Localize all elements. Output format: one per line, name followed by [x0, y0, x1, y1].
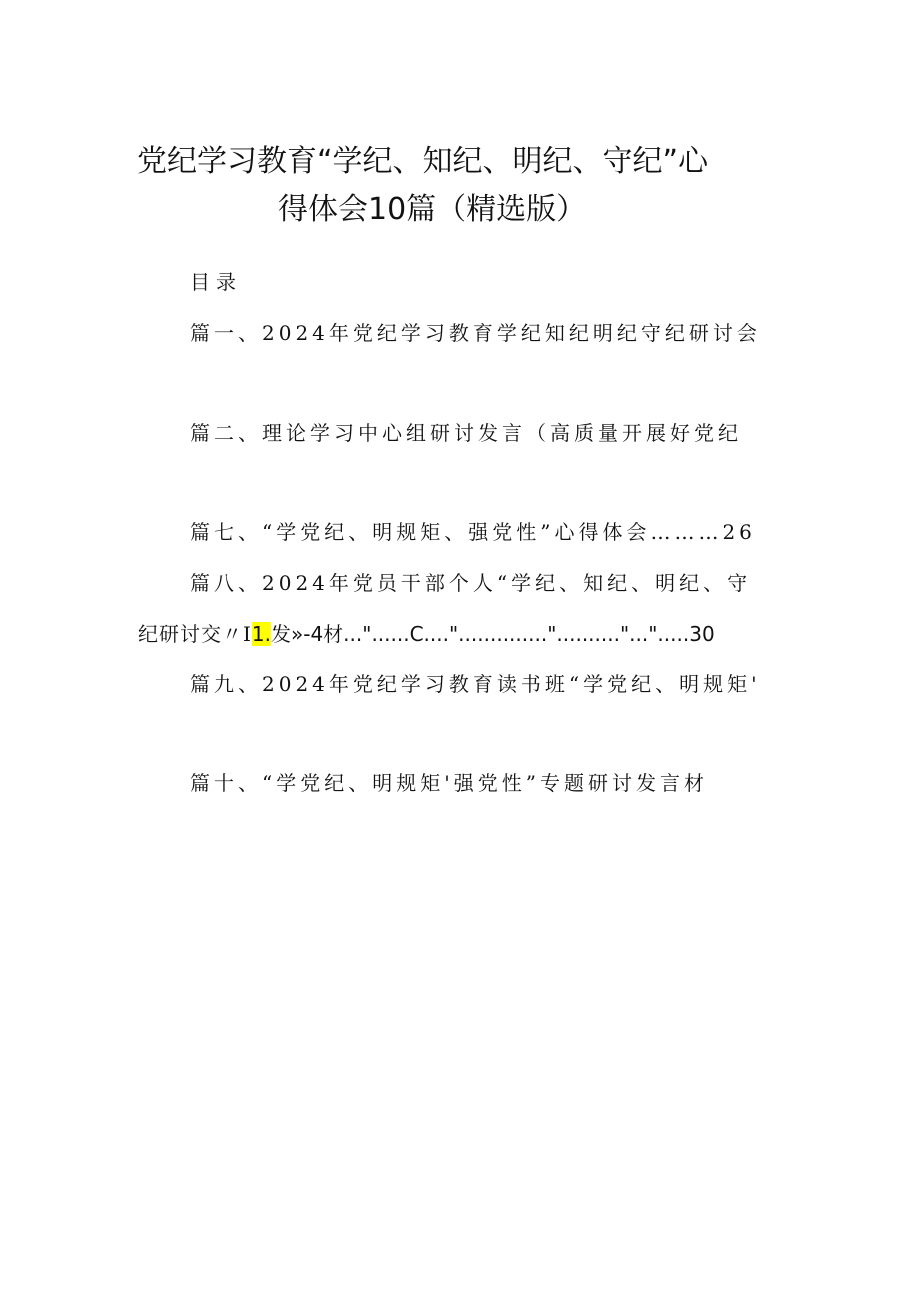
- document-title-line-2: 得体会10篇（精选版）: [278, 192, 587, 227]
- toc-heading: 目录: [190, 270, 242, 294]
- toc-entry-10: 篇十、“学党纪、明规矩'强党性”专题研讨发言材: [190, 771, 708, 795]
- toc-entry-9: 篇九、2024年党纪学习教育读书班“学党纪、明规矩': [190, 672, 761, 696]
- toc-entry-7: 篇七、“学党纪、明规矩、强党性”心得体会………26: [190, 520, 756, 544]
- document-title-line-1: 党纪学习教育“学纪、知纪、明纪、守纪”心: [137, 144, 709, 179]
- toc-entry-8-suffix: 发»-4材..."......C...."..............".........."...".....30: [271, 622, 715, 646]
- toc-entry-8-continuation: [138, 620, 715, 648]
- toc-entry-1: 篇一、2024年党纪学习教育学纪知纪明纪守纪研讨会: [190, 321, 761, 345]
- highlighted-text: 1.: [251, 622, 271, 646]
- toc-entry-8-prefix: 纪研讨交〃I: [138, 622, 252, 646]
- toc-entry-8: 篇八、2024年党员干部个人“学纪、知纪、明纪、守: [190, 571, 752, 595]
- toc-entry-2: 篇二、理论学习中心组研讨发言（高质量开展好党纪: [190, 421, 742, 445]
